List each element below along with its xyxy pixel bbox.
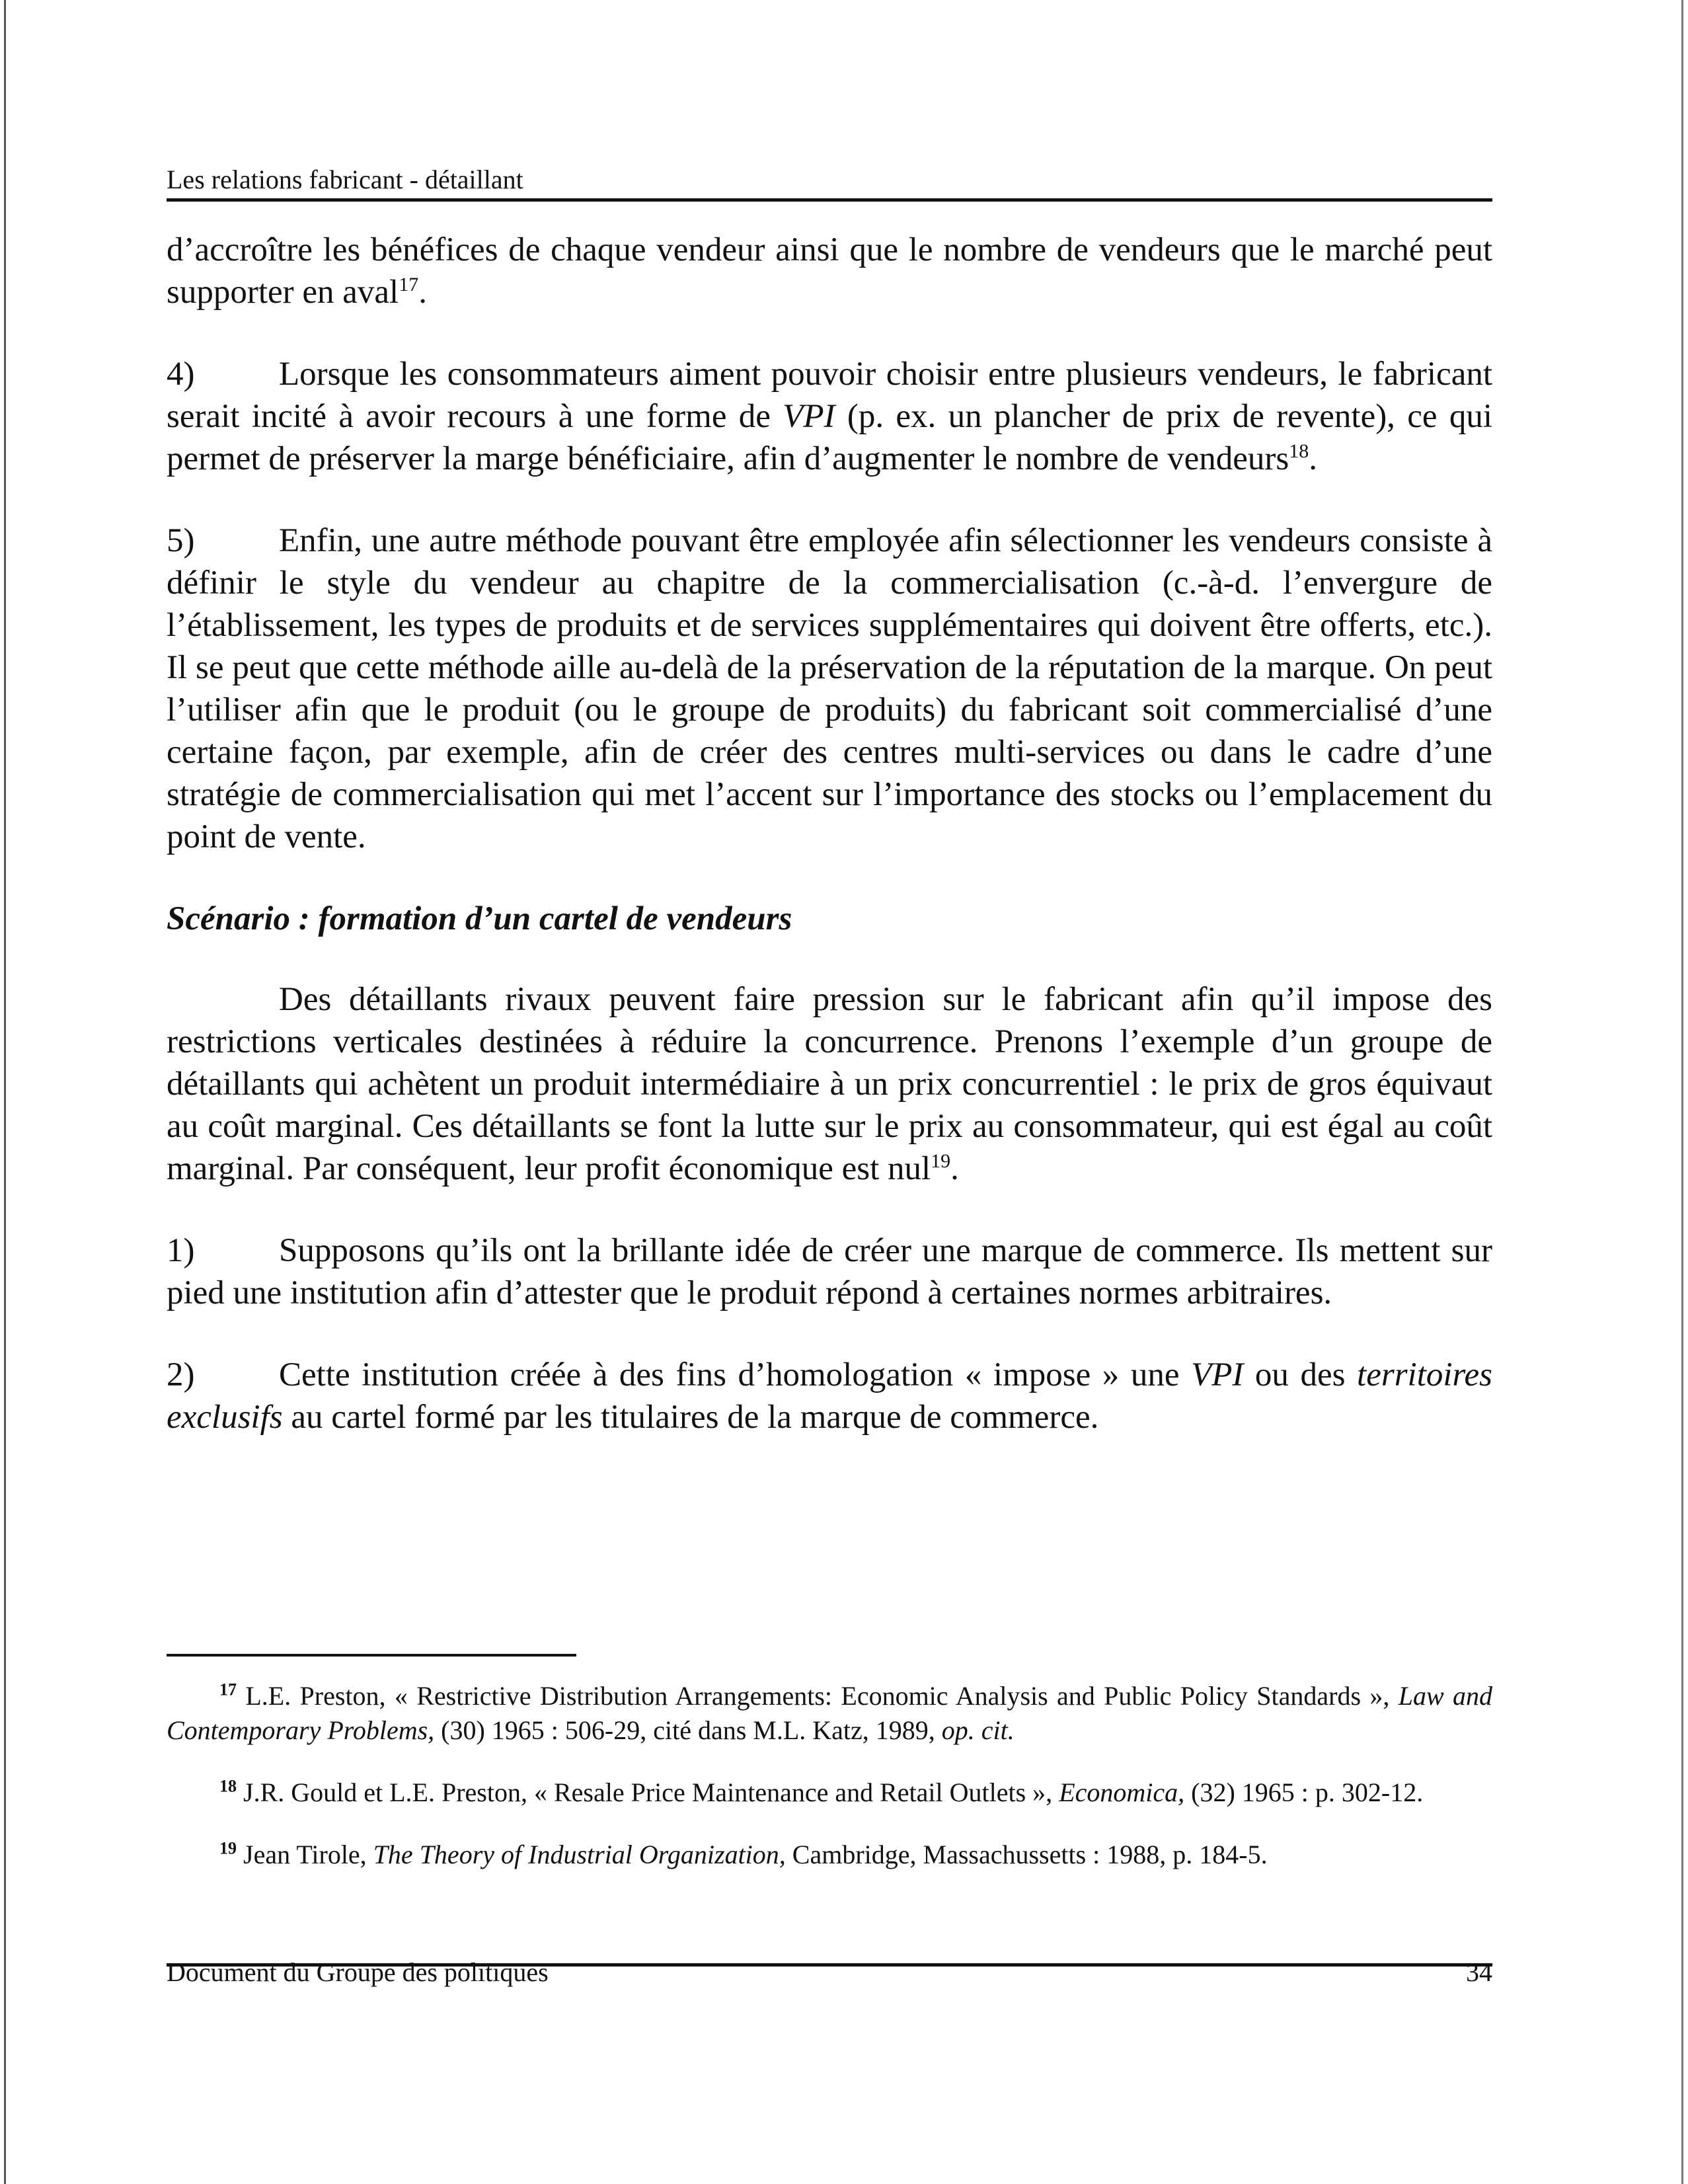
- list-item-4: 4) Lorsque les consommateurs aiment pouvoir choisir entre plusieurs vendeurs, le fabricant serait incité à avoir recours à une forme de VPI (p. ex. un plancher de prix de revente), ce qui permet de préserver la marge bénéficiaire, afin d’augmenter le nombre de vendeurs$^{18}$.: [167, 353, 1492, 480]
- footnote-19: $^{19}$ Jean Tirole, The Theory of Industrial Organization, Cambridge, Massachussetts : 1988, p. 184-5.: [219, 1838, 1268, 1869]
- footnote-rule: [167, 1654, 576, 1657]
- list-item-5: 5) Enfin, une autre méthode pouvant être employée afin sélectionner les vendeurs consiste à définir le style du vendeur au chapitre de la commercialisation (c.-à-d. l’envergure de l’établissement, les types de produits et de services supplémentaires qui doivent être offerts, etc.). Il se peut que cette méthode aille au-delà de la préservation de la réputation de la marque. On peut l’utiliser afin que le produit (ou le groupe de produits) du fabricant soit commercialisé d’une certaine façon, par exemple, afin de créer des centres multi-services ou dans le cadre d’une stratégie de commercialisation qui met l’accent sur l’importance des stocks ou l’emplacement du point de vente.: [167, 520, 1492, 858]
- footnotes: [167, 1679, 1492, 1900]
- scan-edge-left: [4, 0, 6, 2184]
- body-text: [167, 229, 1492, 1478]
- emphasis-vpi: VPI: [783, 398, 835, 435]
- list-number: 2): [167, 1356, 195, 1393]
- emphasis-territoires: territoires exclusifs: [167, 1356, 1492, 1436]
- footnote-ref-18[interactable]: 18: [1289, 440, 1309, 462]
- section-heading: Scénario : formation d’un cartel de vendeurs: [167, 900, 792, 937]
- header-rule: [167, 198, 1492, 202]
- list-number: 1): [167, 1232, 195, 1269]
- paragraph-continued: d’accroître les bénéfices de chaque vendeur ainsi que le nombre de vendeurs que le marché peut supporter en aval$^{17}$.: [167, 231, 1492, 311]
- running-header: Les relations fabricant - détaillant: [167, 165, 523, 194]
- emphasis-vpi: VPI: [1191, 1356, 1244, 1393]
- footnote-17: $^{17}$ L.E. Preston, « Restrictive Distribution Arrangements: Economic Analysis and Public Policy Standards », Law and Contemporary Problems, (30) 1965 : 506-29, cité dans M.L. Katz, 1989, op. cit.: [167, 1680, 1492, 1745]
- page-number: 34: [1466, 1957, 1492, 1987]
- list-item-1: 1) Supposons qu’ils ont la brillante idée de créer une marque de commerce. Ils mettent sur pied une institution afin d’attester que le produit répond à certaines normes arbitraires.: [167, 1229, 1492, 1314]
- footnote-ref-19[interactable]: 19: [931, 1150, 951, 1172]
- footnote-ref-17[interactable]: 17: [399, 274, 419, 295]
- footnote-18: $^{18}$ J.R. Gould et L.E. Preston, « Resale Price Maintenance and Retail Outlets », Economica, (32) 1965 : p. 302-12.: [219, 1776, 1424, 1807]
- list-item-2: 2) Cette institution créée à des fins d’homologation « impose » une VPI ou des territoires exclusifs au cartel formé par les titulaires de la marque de commerce.: [167, 1354, 1492, 1438]
- scan-edge-right: [1681, 0, 1683, 2184]
- list-number: 5): [167, 522, 195, 559]
- footer-document-name: Document du Groupe des politiques: [167, 1957, 549, 1987]
- paragraph-intro: Des détaillants rivaux peuvent faire pression sur le fabricant afin qu’il impose des restrictions verticales destinées à réduire la concurrence. Prenons l’exemple d’un groupe de détaillants qui achètent un produit intermédiaire à un prix concurrentiel : le prix de gros équivaut au coût marginal. Ces détaillants se font la lutte sur le prix au consommateur, qui est égal au coût marginal. Par conséquent, leur profit économique est nul$^{19}$.: [167, 981, 1492, 1187]
- list-number: 4): [167, 356, 195, 393]
